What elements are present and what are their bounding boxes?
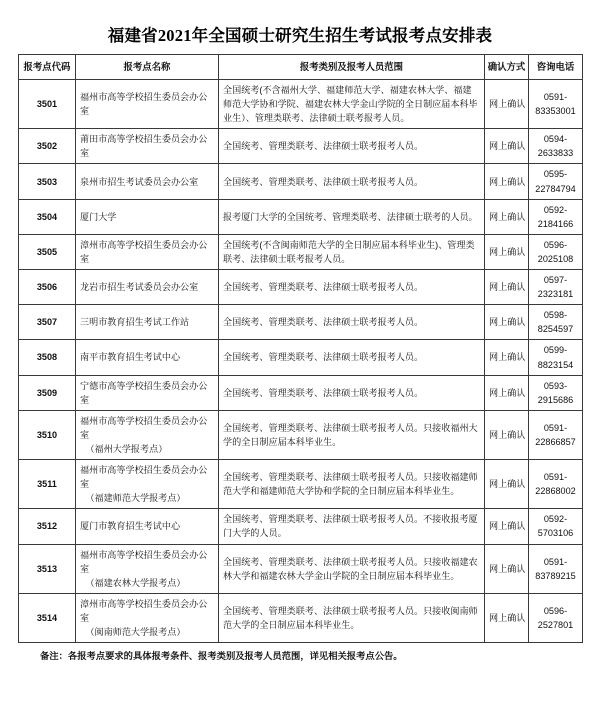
phone-local-number: 2915686: [537, 394, 574, 405]
phone-area-code: 0595-: [543, 169, 568, 180]
cell-confirmation-method: 网上确认: [485, 199, 529, 234]
site-name-sub: （闽南师范大学报考点）: [85, 627, 186, 637]
column-header-phone: 咨询电话: [529, 55, 583, 80]
phone-area-code: 0591-: [543, 92, 568, 103]
column-header-scope: 报考类别及报考人员范围: [219, 55, 485, 80]
cell-confirmation-method: 网上确认: [485, 340, 529, 375]
cell-applicant-scope: 全国统考(不含闽南师范大学的全日制应届本科毕业生)、管理类联考、法律硕士联考报考人员。: [219, 234, 485, 269]
phone-area-code: 0593-: [543, 380, 568, 391]
table-row: [19, 340, 583, 375]
cell-contact-phone: [529, 410, 583, 459]
site-name-main: 宁德市高等学校招生委员会办公室: [80, 380, 208, 405]
cell-contact-phone: [529, 375, 583, 410]
page-title: 福建省2021年全国硕士研究生招生考试报考点安排表: [107, 26, 493, 45]
cell-site-name: [76, 410, 219, 459]
phone-local-number: 2025108: [537, 253, 574, 264]
cell-applicant-scope: 全国统考、管理类联考、法律硕士联考报考人员。只接收福州大学的全日制应届本科毕业生。: [219, 410, 485, 459]
cell-confirmation-method: 网上确认: [485, 164, 529, 199]
phone-local-number: 22784794: [535, 183, 576, 194]
site-name-main: 福州市高等学校招生委员会办公室: [80, 465, 208, 490]
table-row: [19, 199, 583, 234]
table-header: [19, 55, 583, 80]
cell-site-name: [76, 80, 219, 129]
cell-applicant-scope: 全国统考、管理类联考、法律硕士联考报考人员。只接收福建农林大学和福建农林大学金山学院的全日制应届本科毕业生。: [219, 544, 485, 593]
table-row: [19, 460, 583, 509]
table-body: [19, 80, 583, 643]
cell-site-name: [76, 129, 219, 164]
cell-site-code: 3505: [19, 234, 76, 269]
cell-site-code: 3503: [19, 164, 76, 199]
cell-site-code: 3510: [19, 410, 76, 459]
site-name-main: 三明市教育招生考试工作站: [80, 317, 190, 328]
phone-local-number: 2527801: [537, 619, 574, 630]
site-name-sub: （福建农林大学报考点）: [85, 577, 186, 588]
phone-area-code: 0594-: [543, 134, 568, 145]
cell-confirmation-method: 网上确认: [485, 509, 529, 544]
table-row: [19, 80, 583, 129]
phone-area-code: 0596-: [543, 239, 568, 250]
column-header-method: 确认方式: [485, 55, 529, 80]
cell-confirmation-method: 网上确认: [485, 375, 529, 410]
phone-area-code: 0592-: [543, 514, 568, 525]
cell-confirmation-method: 网上确认: [485, 305, 529, 340]
cell-applicant-scope: 全国统考、管理类联考、法律硕士联考报考人员。不接收报考厦门大学的人员。: [219, 509, 485, 544]
phone-local-number: 5703106: [537, 528, 574, 539]
phone-area-code: 0591-: [543, 472, 568, 483]
phone-area-code: 0598-: [543, 310, 568, 321]
cell-site-name: [76, 460, 219, 509]
cell-contact-phone: [529, 234, 583, 269]
site-name-main: 厦门大学: [80, 211, 117, 222]
cell-applicant-scope: 全国统考、管理类联考、法律硕士联考报考人员。: [219, 375, 485, 410]
cell-applicant-scope: 全国统考、管理类联考、法律硕士联考报考人员。: [219, 340, 485, 375]
phone-local-number: 8254597: [537, 324, 574, 335]
cell-applicant-scope: 报考厦门大学的全国统考、管理类联考、法律硕士联考的人员。: [219, 199, 485, 234]
cell-applicant-scope: 全国统考、管理类联考、法律硕士联考报考人员。只接收福建师范大学和福建师范大学协和学院的全日制应届本科毕业生。: [219, 460, 485, 509]
cell-contact-phone: [529, 199, 583, 234]
cell-site-code: 3513: [19, 544, 76, 593]
cell-confirmation-method: 网上确认: [485, 129, 529, 164]
phone-local-number: 83353001: [535, 106, 576, 117]
phone-local-number: 2323181: [537, 289, 574, 300]
site-name-main: 莆田市高等学校招生委员会办公室: [80, 134, 208, 159]
phone-local-number: 83789215: [535, 570, 576, 581]
cell-site-name: [76, 270, 219, 305]
table-row: [19, 593, 583, 642]
cell-site-name: [76, 375, 219, 410]
cell-site-code: 3507: [19, 305, 76, 340]
cell-site-code: 3502: [19, 129, 76, 164]
cell-applicant-scope: 全国统考、管理类联考、法律硕士联考报考人员。: [219, 129, 485, 164]
cell-confirmation-method: 网上确认: [485, 410, 529, 459]
cell-site-code: 3506: [19, 270, 76, 305]
phone-local-number: 2184166: [537, 218, 574, 229]
cell-site-name: [76, 199, 219, 234]
column-header-name: 报考点名称: [76, 55, 219, 80]
phone-area-code: 0597-: [543, 275, 568, 286]
cell-contact-phone: [529, 270, 583, 305]
cell-contact-phone: [529, 593, 583, 642]
cell-site-code: 3504: [19, 199, 76, 234]
site-name-main: 福州市高等学校招生委员会办公室: [80, 415, 208, 440]
cell-site-code: 3501: [19, 80, 76, 129]
cell-confirmation-method: 网上确认: [485, 270, 529, 305]
cell-site-name: [76, 305, 219, 340]
phone-local-number: 22868002: [535, 486, 576, 497]
footnote-remark: 备注：各报考点要求的具体报考条件、报考类别及报考人员范围，详见相关报考点公告。: [40, 651, 403, 662]
site-name-main: 龙岩市招生考试委员会办公室: [80, 282, 199, 293]
site-name-main: 漳州市高等学校招生委员会办公室: [80, 239, 208, 264]
phone-local-number: 22866857: [535, 436, 576, 447]
phone-local-number: 8823154: [537, 359, 574, 370]
site-name-sub: （福州大学报考点）: [85, 443, 168, 454]
table-row: [19, 375, 583, 410]
cell-applicant-scope: 全国统考、管理类联考、法律硕士联考报考人员。: [219, 164, 485, 199]
table-container: [18, 54, 582, 643]
cell-contact-phone: [529, 80, 583, 129]
phone-area-code: 0591-: [543, 422, 568, 433]
cell-confirmation-method: 网上确认: [485, 593, 529, 642]
document-page: [0, 22, 600, 710]
table-row: [19, 234, 583, 269]
cell-site-name: [76, 340, 219, 375]
cell-applicant-scope: 全国统考、管理类联考、法律硕士联考报考人员。只接收闽南师范大学的全日制应届本科毕业生。: [219, 593, 485, 642]
cell-contact-phone: [529, 129, 583, 164]
cell-site-name: [76, 544, 219, 593]
phone-area-code: 0596-: [543, 605, 568, 616]
cell-applicant-scope: 全国统考、管理类联考、法律硕士联考报考人员。: [219, 305, 485, 340]
cell-site-code: 3512: [19, 509, 76, 544]
phone-local-number: 2633833: [537, 148, 574, 159]
table-row: [19, 305, 583, 340]
site-name-main: 南平市教育招生考试中心: [80, 352, 181, 363]
table-row: [19, 410, 583, 459]
site-name-main: 福州市高等学校招生委员会办公室: [80, 92, 208, 117]
exam-site-arrangement-table: [18, 54, 583, 643]
cell-contact-phone: [529, 164, 583, 199]
table-row: [19, 544, 583, 593]
cell-site-code: 3514: [19, 593, 76, 642]
cell-site-name: [76, 593, 219, 642]
cell-site-code: 3509: [19, 375, 76, 410]
cell-applicant-scope: 全国统考、管理类联考、法律硕士联考报考人员。: [219, 270, 485, 305]
cell-site-name: [76, 509, 219, 544]
cell-site-code: 3511: [19, 460, 76, 509]
cell-contact-phone: [529, 340, 583, 375]
phone-area-code: 0599-: [543, 345, 568, 356]
cell-contact-phone: [529, 305, 583, 340]
column-header-code: 报考点代码: [19, 55, 76, 80]
table-row: [19, 509, 583, 544]
table-row: [19, 164, 583, 199]
cell-site-code: 3508: [19, 340, 76, 375]
cell-applicant-scope: 全国统考(不含福州大学、福建师范大学、福建农林大学、福建师范大学协和学院、福建农林大学金山学院的全日制应届本科毕业生）、管理类联考、法律硕士联考报考人员。: [219, 80, 485, 129]
site-name-main: 福州市高等学校招生委员会办公室: [80, 549, 208, 574]
cell-contact-phone: [529, 460, 583, 509]
cell-contact-phone: [529, 509, 583, 544]
phone-area-code: 0591-: [543, 556, 568, 567]
table-row: [19, 270, 583, 305]
phone-area-code: 0592-: [543, 204, 568, 215]
cell-site-name: [76, 164, 219, 199]
site-name-main: 漳州市高等学校招生委员会办公室: [80, 598, 208, 623]
table-row: [19, 129, 583, 164]
cell-site-name: [76, 234, 219, 269]
cell-confirmation-method: 网上确认: [485, 234, 529, 269]
cell-confirmation-method: 网上确认: [485, 80, 529, 129]
site-name-main: 泉州市招生考试委员会办公室: [80, 176, 199, 187]
cell-contact-phone: [529, 544, 583, 593]
table-header-row: [19, 55, 583, 80]
site-name-main: 厦门市教育招生考试中心: [80, 521, 181, 532]
site-name-sub: （福建师范大学报考点）: [85, 493, 186, 504]
cell-confirmation-method: 网上确认: [485, 544, 529, 593]
cell-confirmation-method: 网上确认: [485, 460, 529, 509]
